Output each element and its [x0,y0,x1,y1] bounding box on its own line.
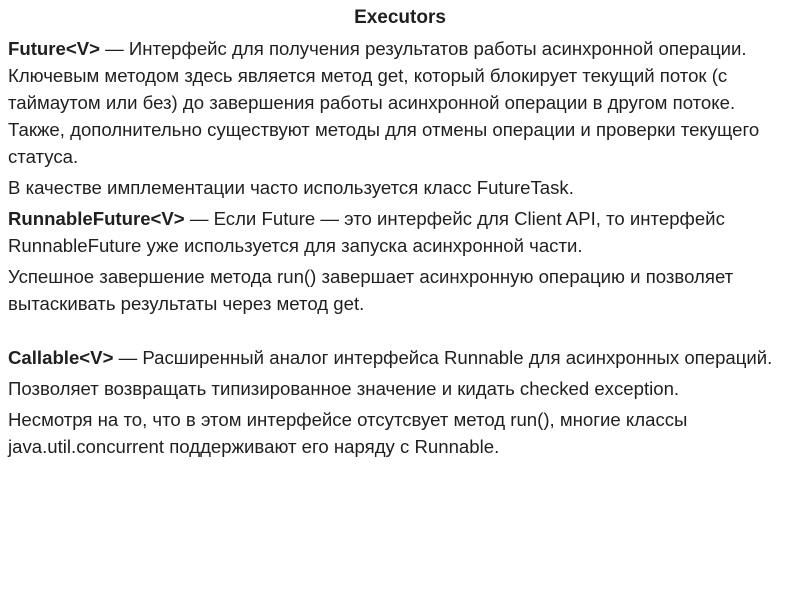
term-future: Future<V> [8,38,100,59]
paragraph-text: Несмотря на то, что в этом интерфейсе отсутсвует метод run(), многие классы java.util.concurrent поддерживают его наряду с Runnable. [8,409,688,457]
term-runnablefuture: RunnableFuture<V> [8,208,185,229]
paragraph-checked-exception [8,375,790,402]
slide-content [8,35,790,464]
paragraph-text: — Расширенный аналог интерфейса Runnable для асинхронных операций. [113,347,773,368]
paragraph-text: — Интерфейс для получения результатов работы асинхронной операции. Ключевым методом здесь является метод get, который блокирует текущий поток (с таймаутом или без) до завершения работы асинхронной операции в другом потоке. Также, дополнительно существуют методы для отмены операции и проверки текущего статуса. [8,38,760,167]
paragraph-future [8,35,790,170]
paragraph-runnablefuture [8,205,790,259]
paragraph-callable [8,344,790,371]
paragraph-futuretask [8,174,790,201]
paragraph-run-method [8,263,790,317]
paragraph-text: Успешное завершение метода run() завершает асинхронную операцию и позволяет вытаскивать результаты через метод get. [8,266,734,314]
paragraph-text: — Если Future — это интерфейс для Client API, то интерфейс RunnableFuture уже используется для запуска асинхронной части. [8,208,725,256]
term-callable: Callable<V> [8,347,114,368]
paragraph-text: В качестве имплементации часто используется класс FutureTask. [8,177,574,198]
paragraph-text: Позволяет возвращать типизированное значение и кидать checked exception. [8,378,680,399]
paragraph-concurrent [8,406,790,460]
slide-title: Executors [354,7,446,28]
